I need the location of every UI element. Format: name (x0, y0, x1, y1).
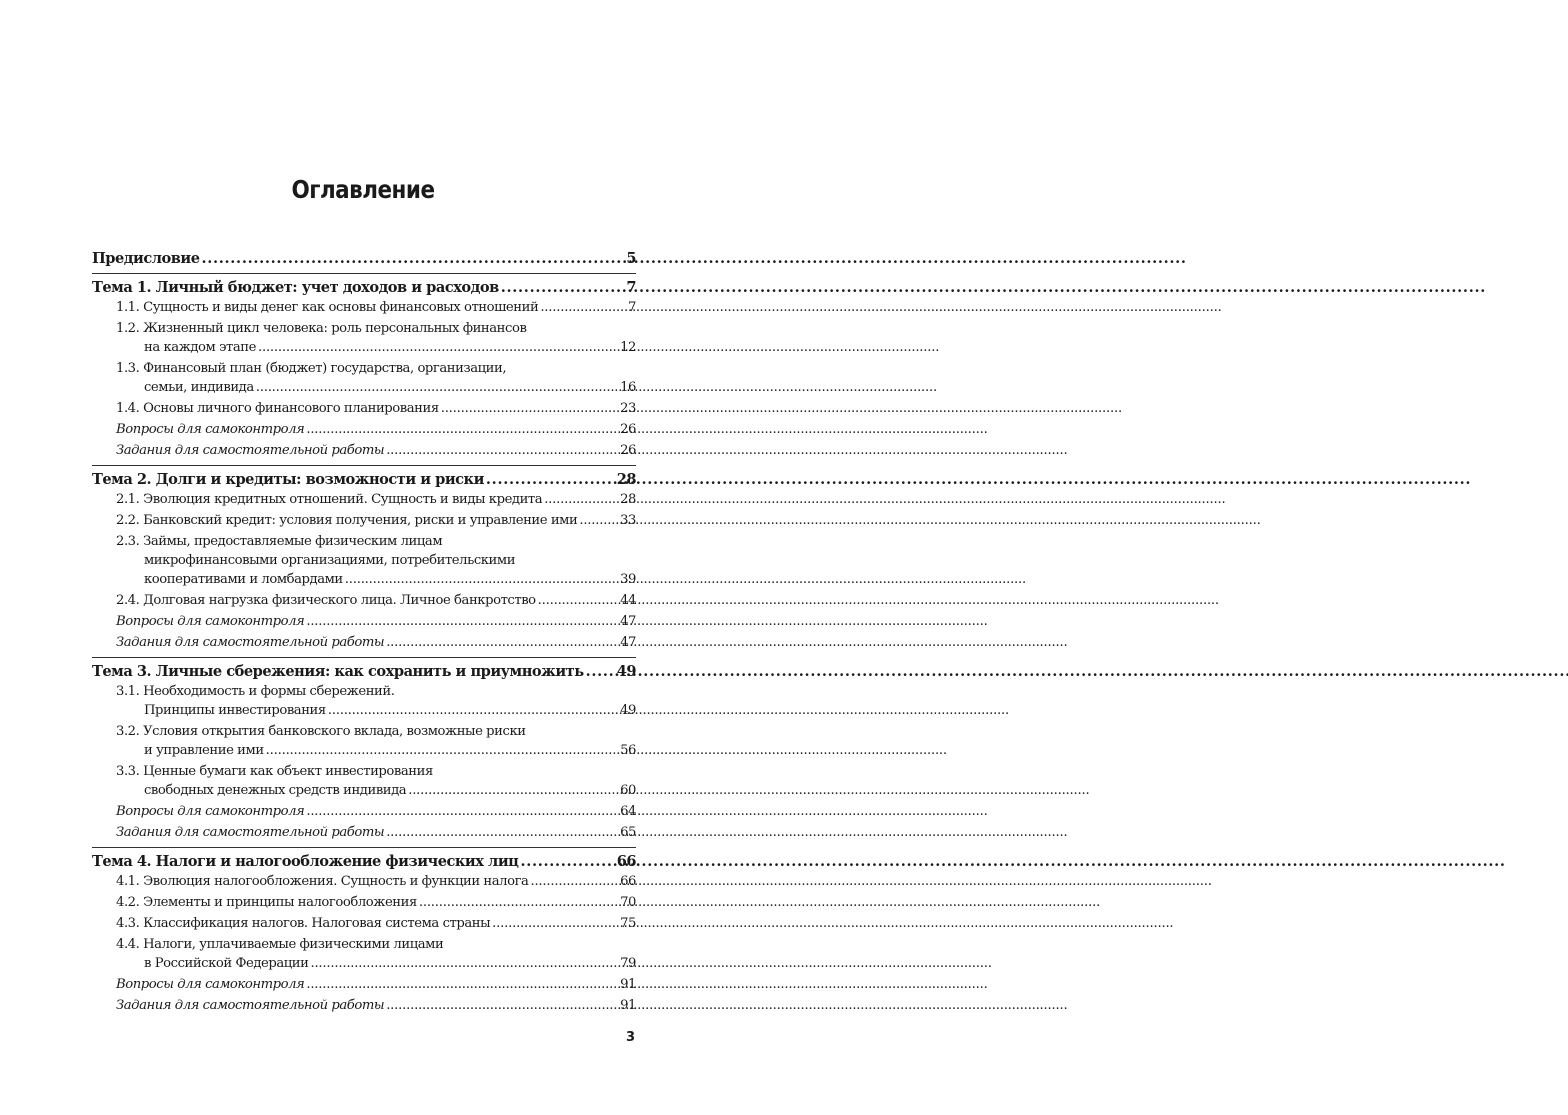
toc-item[interactable] (116, 591, 636, 611)
toc-item[interactable] (116, 633, 636, 653)
toc-item[interactable] (116, 511, 636, 531)
toc-item[interactable] (116, 441, 636, 461)
toc-page-number: 23 (620, 401, 636, 416)
leader-dots (408, 781, 618, 801)
toc-entry-text: Задания для самостоятельной работы (116, 825, 385, 840)
toc-item[interactable] (116, 532, 636, 590)
toc-chapter-heading[interactable] (92, 278, 636, 298)
toc-entry-text: 1.2. Жизненный цикл человека: роль персональных финансов (116, 321, 527, 336)
toc-entry-text: 4.2. Элементы и принципы налогообложения (116, 895, 417, 910)
toc-entry-text: Тема 2. Долги и кредиты: возможности и риски (92, 471, 484, 488)
toc-entry-text: и управление ими (144, 743, 264, 758)
toc-page-number: 65 (620, 825, 636, 840)
toc-entry-text: 2.4. Долговая нагрузка физического лица. Личное банкротство (116, 593, 536, 608)
leader-dots (266, 741, 618, 761)
toc-item[interactable] (116, 399, 636, 419)
toc-item[interactable] (116, 319, 636, 358)
toc-chapters (92, 273, 636, 1016)
toc-page-number: 91 (620, 977, 636, 992)
toc-entry-text: Вопросы для самоконтроля (116, 977, 305, 992)
leader-dots (306, 802, 618, 822)
toc-entry-text: 2.2. Банковский кредит: условия получения, риски и управление ими (116, 513, 578, 528)
toc-page-number: 47 (620, 614, 636, 629)
toc-entry-text: 2.3. Займы, предоставляемые физическим лицам (116, 534, 443, 549)
toc-page-number: 26 (620, 443, 636, 458)
toc-entry-text: 2.1. Эволюция кредитных отношений. Сущность и виды кредита (116, 492, 543, 507)
toc-page-number: 66 (616, 853, 636, 870)
toc-entry-text: 1.4. Основы личного финансового планирования (116, 401, 439, 416)
leader-dots (306, 420, 618, 440)
toc-item[interactable] (116, 420, 636, 440)
toc-page-number: 75 (620, 916, 636, 931)
toc-chapter (92, 847, 636, 1016)
toc-entry-text: Тема 1. Личный бюджет: учет доходов и расходов (92, 279, 499, 296)
leader-dots (544, 490, 618, 510)
leader-dots (328, 701, 618, 721)
leader-dots (579, 511, 618, 531)
leader-dots (501, 278, 625, 298)
toc-entry-text: 4.1. Эволюция налогообложения. Сущность и функции налога (116, 874, 529, 889)
toc-page-number: 66 (620, 874, 636, 889)
toc-page-number: 28 (616, 471, 636, 488)
leader-dots (386, 996, 618, 1016)
toc-entry-text: Задания для самостоятельной работы (116, 998, 385, 1013)
toc-entry-text: в Российской Федерации (144, 956, 309, 971)
toc-entry-text: Вопросы для самоконтроля (116, 422, 305, 437)
leader-dots (386, 633, 618, 653)
toc-item[interactable] (116, 893, 636, 913)
toc-item[interactable] (116, 762, 636, 801)
leader-dots (520, 852, 614, 872)
leader-dots (540, 298, 626, 318)
toc-chapter (92, 465, 636, 653)
toc-page-number: 5 (626, 250, 636, 267)
toc-entry-text: Тема 4. Налоги и налогообложение физических лиц (92, 853, 519, 870)
toc-entry-text: 3.1. Необходимость и формы сбережений. (116, 684, 395, 699)
toc-entry-text: микрофинансовыми организациями, потребительскими (144, 553, 516, 568)
toc-entry-text: Тема 3. Личные сбережения: как сохранить и приумножить (92, 663, 584, 680)
toc-item[interactable] (116, 490, 636, 510)
toc-entry-text: кооперативами и ломбардами (144, 572, 343, 587)
toc-page-number: 49 (616, 663, 636, 680)
leader-dots (306, 975, 618, 995)
leader-dots (306, 612, 618, 632)
toc-item[interactable] (116, 802, 636, 822)
leader-dots (201, 249, 624, 269)
toc-item[interactable] (116, 975, 636, 995)
toc-chapter (92, 273, 636, 461)
toc-entry-text: Задания для самостоятельной работы (116, 443, 385, 458)
toc-item[interactable] (116, 298, 636, 318)
toc-chapter-heading[interactable] (92, 470, 636, 490)
toc-page-number: 47 (620, 635, 636, 650)
toc-page-number: 39 (620, 572, 636, 587)
toc-entry-text: семьи, индивида (144, 380, 254, 395)
toc-page-number: 33 (620, 513, 636, 528)
toc-entry-text: 1.1. Сущность и виды денег как основы финансовых отношений (116, 300, 539, 315)
toc-entry-text: Вопросы для самоконтроля (116, 614, 305, 629)
toc-entry-text: 3.2. Условия открытия банковского вклада, возможные риски (116, 724, 526, 739)
table-of-contents (92, 246, 636, 1017)
leader-dots (256, 378, 618, 398)
leader-dots (538, 591, 618, 611)
toc-entry-text: свободных денежных средств индивида (144, 783, 407, 798)
leader-dots (441, 399, 618, 419)
toc-page-number: 91 (620, 998, 636, 1013)
toc-page-number: 12 (620, 340, 636, 355)
toc-item[interactable] (116, 612, 636, 632)
leader-dots (419, 893, 618, 913)
toc-page-number: 28 (620, 492, 636, 507)
toc-page-number: 70 (620, 895, 636, 910)
toc-entry-text: на каждом этапе (144, 340, 256, 355)
toc-entry-text: Задания для самостоятельной работы (116, 635, 385, 650)
toc-page-number: 26 (620, 422, 636, 437)
leader-dots (386, 823, 618, 843)
leader-dots (386, 441, 618, 461)
toc-page-number: 64 (620, 804, 636, 819)
toc-chapter-heading[interactable] (92, 662, 636, 682)
toc-entry-text: 4.3. Классификация налогов. Налоговая система страны (116, 916, 491, 931)
toc-item[interactable] (116, 872, 636, 892)
toc-page-number: 7 (628, 300, 636, 315)
toc-page-number: 7 (626, 279, 636, 296)
leader-dots (258, 338, 618, 358)
toc-entry-text: Принципы инвестирования (144, 703, 326, 718)
toc-item[interactable] (116, 722, 636, 761)
page-number: 3 (626, 1030, 636, 1045)
toc-item[interactable] (116, 823, 636, 843)
toc-page-number: 44 (620, 593, 636, 608)
toc-preface[interactable] (92, 246, 636, 269)
toc-item[interactable] (116, 914, 636, 934)
toc-item[interactable] (116, 996, 636, 1016)
toc-item[interactable] (116, 359, 636, 398)
leader-dots (345, 570, 618, 590)
toc-page-number: 79 (620, 956, 636, 971)
leader-dots (310, 954, 618, 974)
toc-page-number: 56 (620, 743, 636, 758)
toc-entry-text: Вопросы для самоконтроля (116, 804, 305, 819)
leader-dots (586, 662, 615, 682)
toc-entry-text: 3.3. Ценные бумаги как объект инвестирования (116, 764, 433, 779)
toc-item[interactable] (116, 935, 636, 974)
toc-page-number: 16 (620, 380, 636, 395)
toc-page-number: 49 (620, 703, 636, 718)
toc-page-number: 60 (620, 783, 636, 798)
page-title: Оглавление (291, 175, 435, 204)
toc-entry-text: 1.3. Финансовый план (бюджет) государства, организации, (116, 361, 507, 376)
toc-chapter (92, 657, 636, 843)
toc-entry-text: 4.4. Налоги, уплачиваемые физическими лицами (116, 937, 444, 952)
leader-dots (486, 470, 615, 490)
leader-dots (492, 914, 618, 934)
toc-entry-text: Предисловие (92, 250, 200, 267)
leader-dots (530, 872, 618, 892)
toc-chapter-heading[interactable] (92, 852, 636, 872)
toc-item[interactable] (116, 682, 636, 721)
